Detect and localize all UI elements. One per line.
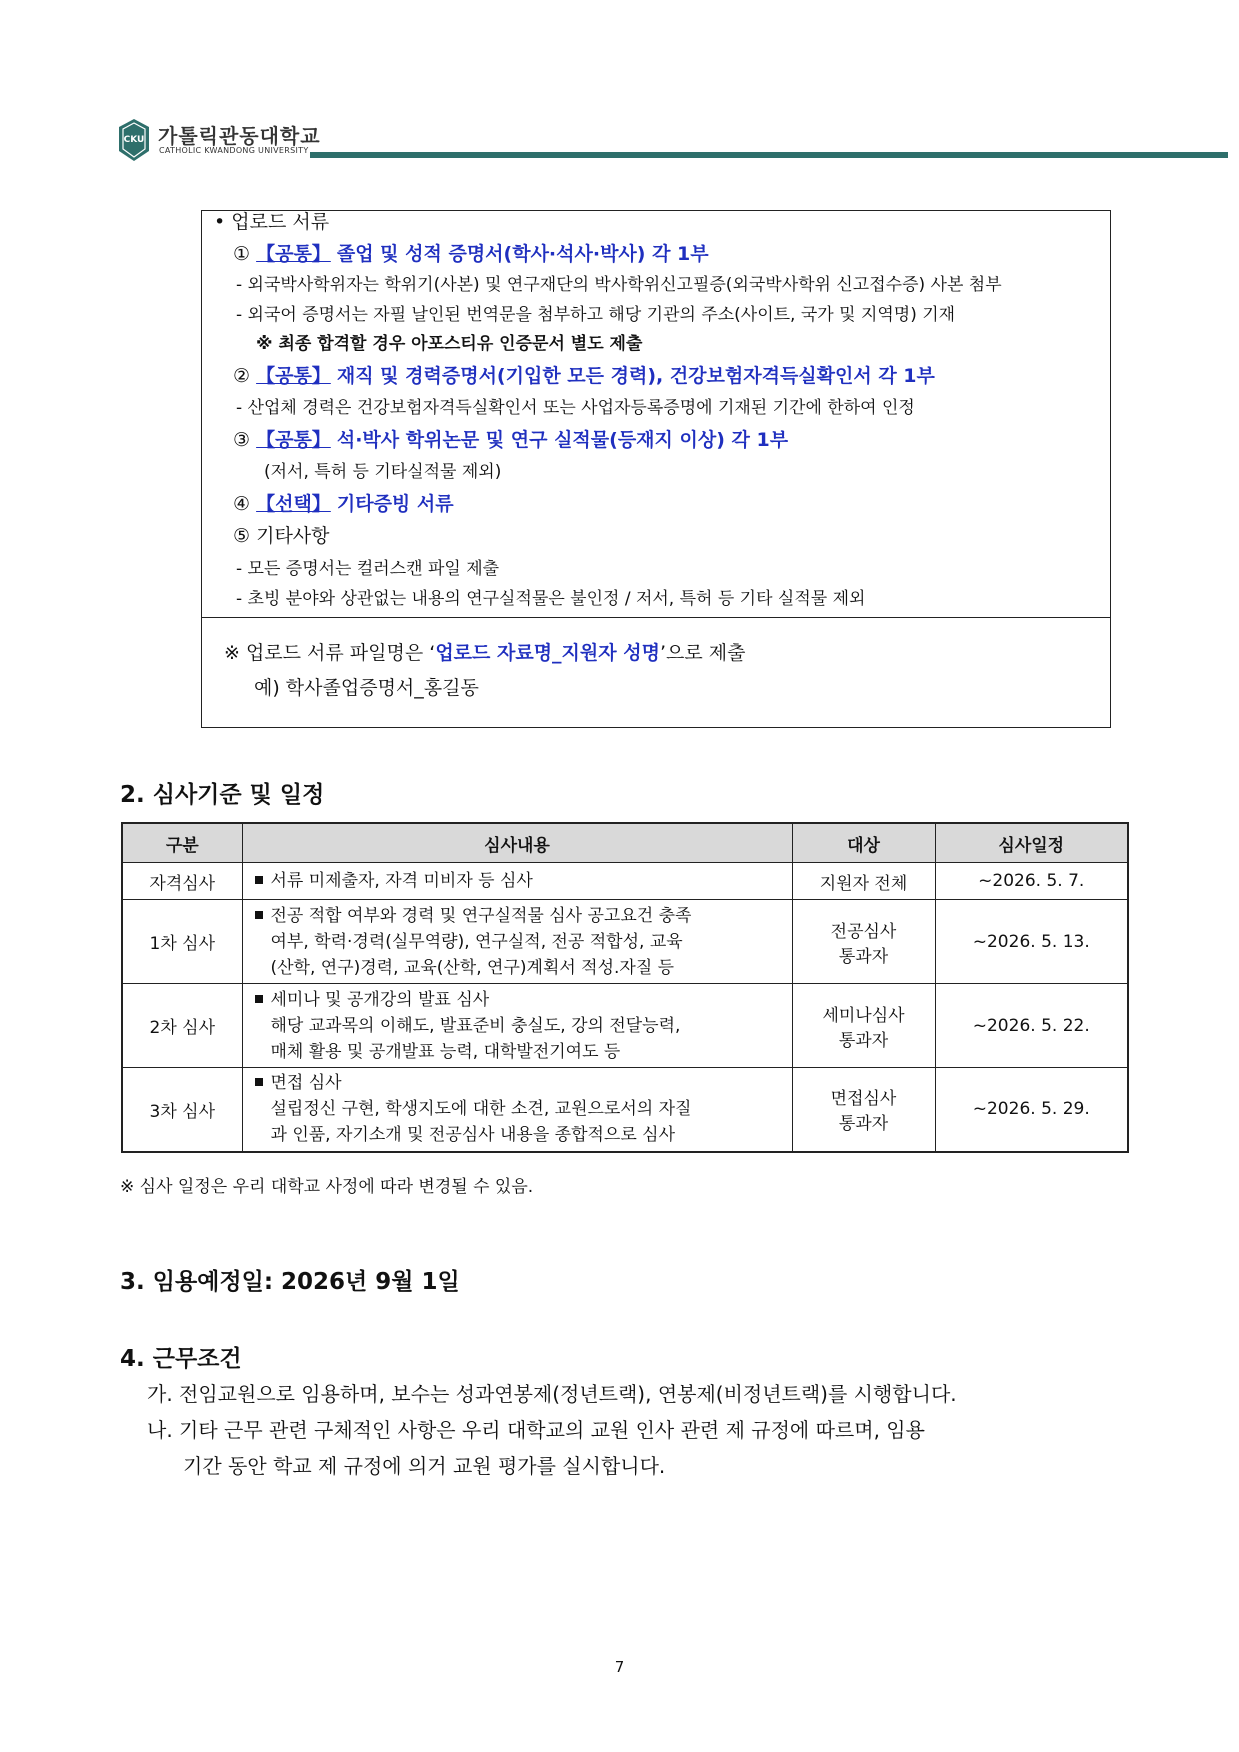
date-cell: ~2026. 5. 29. xyxy=(935,1068,1128,1152)
upload-item-5: ⑤ 기타사항 xyxy=(233,525,330,547)
section-2-heading: 2. 심사기준 및 일정 xyxy=(120,782,325,808)
date-cell: ~2026. 5. 22. xyxy=(935,984,1128,1068)
page-number: 7 xyxy=(614,1658,625,1676)
stage-cell: 1차 심사 xyxy=(122,900,242,984)
table-row xyxy=(122,1068,1128,1152)
date-cell: ~2026. 5. 7. xyxy=(935,863,1128,900)
filename-example: 예) 학사졸업증명서_홍길동 xyxy=(254,677,479,699)
upload-title: • 업로드 서류 xyxy=(214,211,330,233)
upload-item-1: ① 【공통】 졸업 및 성적 증명서(학사·석사·박사) 각 1부 xyxy=(233,243,709,265)
content-cell: 전공 적합 여부와 경력 및 연구실적물 심사 공고요건 충족 여부, 학력·경력(실무역량), 연구실적, 전공 적합성, 교육 (산학, 연구)경력, 교육(산학, 연구)계획서 적성.자질 등 xyxy=(242,900,792,984)
filename-rule: ※ 업로드 서류 파일명은 ‘업로드 자료명_지원자 성명’으로 제출 xyxy=(224,642,746,664)
square-bullet-icon xyxy=(255,1078,263,1086)
condition-line-3: 기간 동안 학교 제 규정에 의거 교원 평가를 실시합니다. xyxy=(183,1454,666,1478)
upload-item-1-note-2: - 외국어 증명서는 자필 날인된 번역문을 첨부하고 해당 기관의 주소(사이트, 국가 및 지역명) 기재 xyxy=(236,305,956,325)
schedule-note: ※ 심사 일정은 우리 대학교 사정에 따라 변경될 수 있음. xyxy=(120,1177,534,1197)
content-cell: 세미나 및 공개강의 발표 심사 해당 교과목의 이해도, 발표준비 충실도, 강의 전달능력, 매체 활용 및 공개발표 능력, 대학발전기여도 등 xyxy=(242,984,792,1068)
header-divider xyxy=(310,152,1228,158)
square-bullet-icon xyxy=(255,995,263,1003)
table-row xyxy=(122,984,1128,1068)
condition-line-1: 가. 전임교원으로 임용하며, 보수는 성과연봉제(정년트랙), 연봉제(비정년트랙)를 시행합니다. xyxy=(147,1382,957,1406)
table-header-row xyxy=(122,823,1128,863)
upload-documents-box xyxy=(201,210,1111,728)
column-header: 대상 xyxy=(792,823,935,863)
stage-cell: 2차 심사 xyxy=(122,984,242,1068)
section-4-heading: 4. 근무조건 xyxy=(120,1346,242,1372)
upload-item-3-note-1: (저서, 특허 등 기타실적물 제외) xyxy=(264,462,502,482)
content-cell: 면접 심사 설립정신 구현, 학생지도에 대한 소견, 교원으로서의 자질 과 인품, 자기소개 및 전공심사 내용을 종합적으로 심사 xyxy=(242,1068,792,1152)
upload-item-2-note-1: - 산업체 경력은 건강보험자격득실확인서 또는 사업자등록증명에 기재된 기간에 한하여 인정 xyxy=(236,398,915,418)
upload-box-divider xyxy=(202,617,1110,618)
university-logo-icon xyxy=(118,118,150,162)
column-header: 심사내용 xyxy=(242,823,792,863)
university-name-korean: 가톨릭관동대학교 xyxy=(158,124,321,148)
target-cell: 전공심사 통과자 xyxy=(792,900,935,984)
target-cell: 세미나심사 통과자 xyxy=(792,984,935,1068)
column-header: 심사일정 xyxy=(935,823,1128,863)
upload-item-5-note-2: - 초빙 분야와 상관없는 내용의 연구실적물은 불인정 / 저서, 특허 등 기타 실적물 제외 xyxy=(236,589,866,609)
target-cell: 면접심사 통과자 xyxy=(792,1068,935,1152)
table-row xyxy=(122,900,1128,984)
upload-item-2: ② 【공통】 재직 및 경력증명서(기입한 모든 경력), 건강보험자격득실확인서 각 1부 xyxy=(233,365,935,387)
column-header: 구분 xyxy=(122,823,242,863)
content-cell: 서류 미제출자, 자격 미비자 등 심사 xyxy=(242,863,792,900)
stage-cell: 자격심사 xyxy=(122,863,242,900)
upload-item-3: ③ 【공통】 석·박사 학위논문 및 연구 실적물(등재지 이상) 각 1부 xyxy=(233,429,789,451)
review-schedule-table xyxy=(121,822,1129,1153)
logo-badge-text: CKU xyxy=(123,135,145,145)
university-header xyxy=(118,118,1118,168)
stage-cell: 3차 심사 xyxy=(122,1068,242,1152)
section-3-heading: 3. 임용예정일: 2026년 9월 1일 xyxy=(120,1269,460,1295)
table-row xyxy=(122,863,1128,900)
university-name-english: CATHOLIC KWANDONG UNIVERSITY xyxy=(159,146,309,155)
square-bullet-icon xyxy=(255,876,263,884)
square-bullet-icon xyxy=(255,911,263,919)
upload-item-1-note-3: ※ 최종 합격할 경우 아포스티유 인증문서 별도 제출 xyxy=(256,334,643,354)
upload-item-4: ④ 【선택】 기타증빙 서류 xyxy=(233,493,454,515)
upload-item-1-note-1: - 외국박사학위자는 학위기(사본) 및 연구재단의 박사학위신고필증(외국박사학위 신고접수증) 사본 첨부 xyxy=(236,275,1002,295)
condition-line-2: 나. 기타 근무 관련 구체적인 사항은 우리 대학교의 교원 인사 관련 제 규정에 따르며, 임용 xyxy=(147,1418,925,1442)
date-cell: ~2026. 5. 13. xyxy=(935,900,1128,984)
target-cell: 지원자 전체 xyxy=(792,863,935,900)
upload-item-5-note-1: - 모든 증명서는 컬러스캔 파일 제출 xyxy=(236,559,500,579)
